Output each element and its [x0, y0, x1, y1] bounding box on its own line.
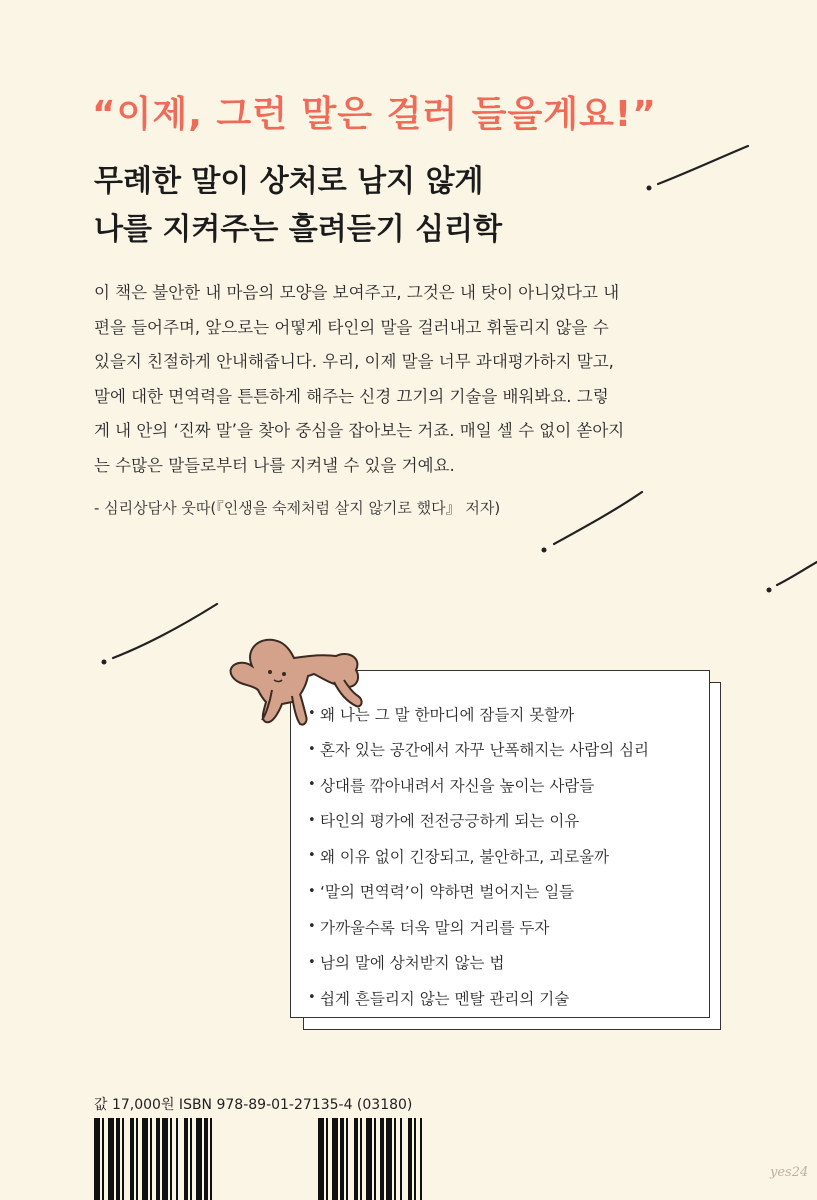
description-line: 는 수많은 말들로부터 나를 지켜낼 수 있을 거예요. [94, 455, 455, 475]
list-item-text: 왜 나는 그 말 한마디에 잠들지 못할까 [320, 705, 575, 724]
decorative-dash-4 [99, 600, 221, 670]
contents-list [308, 696, 649, 1016]
list-item-text: 남의 말에 상처받지 않는 법 [320, 954, 505, 973]
list-item-text: 상대를 깎아내려서 자신을 높이는 사람들 [320, 776, 595, 795]
headline-quote: “이제, 그런 말은 걸러 들을게요!” [92, 94, 657, 135]
description-line: 말에 대한 면역력을 튼튼하게 해주는 신경 끄기의 기술을 배워봐요. 그렇 [94, 386, 609, 406]
list-item [308, 909, 649, 945]
subtitle-line-2: 나를 지켜주는 흘려듣기 심리학 [94, 212, 503, 247]
attribution: - 심리상담사 웃따(『인생을 숙제처럼 살지 않기로 했다』 저자) [94, 499, 501, 517]
subtitle-line-1: 무례한 말이 상처로 남지 않게 [94, 164, 484, 199]
bullet-icon: • [308, 954, 316, 970]
description-line: 있을지 친절하게 안내해줍니다. 우리, 이제 말을 너무 과대평가하지 말고, [94, 352, 614, 371]
list-item [308, 874, 649, 910]
list-item [308, 838, 649, 874]
list-item-text: 타인의 평가에 전전긍긍하게 되는 이유 [320, 812, 580, 831]
list-item-text: 가까울수록 더욱 말의 거리를 두자 [320, 918, 550, 937]
list-item-text: 왜 이유 없이 긴장되고, 불안하고, 괴로울까 [320, 847, 610, 866]
price-isbn: 값 17,000원 ISBN 978-89-01-27135-4 (03180) [94, 1097, 413, 1113]
bullet-icon: • [308, 990, 316, 1006]
description-line: 편을 들어주며, 앞으로는 어떻게 타인의 말을 걸러내고 휘둘리지 않을 수 [94, 317, 609, 337]
description-paragraph [94, 276, 734, 483]
bullet-icon: • [308, 741, 316, 757]
watermark: yes24 [770, 1165, 809, 1180]
bullet-icon: • [308, 848, 316, 864]
list-item-text: 혼자 있는 공간에서 자꾸 난폭해지는 사람의 심리 [320, 741, 650, 760]
subtitle [94, 158, 502, 254]
decorative-dash-3 [763, 556, 817, 598]
list-item [308, 696, 649, 732]
decorative-dash-2 [538, 488, 648, 558]
decorative-dash-1 [644, 142, 754, 196]
list-item [308, 803, 649, 839]
bullet-icon: • [308, 777, 316, 793]
description-line: 이 책은 불안한 내 마음의 모양을 보여주고, 그것은 내 탓이 아니었다고 내 [94, 283, 620, 302]
bullet-icon: • [308, 883, 316, 899]
bullet-icon: • [308, 812, 316, 828]
list-item-text: ‘말의 면역력’이 약하면 벌어지는 일들 [320, 883, 575, 902]
list-item [308, 767, 649, 803]
bullet-icon: • [308, 706, 316, 722]
list-item [308, 980, 649, 1016]
barcode-icon [94, 1118, 424, 1200]
list-item [308, 945, 649, 981]
bullet-icon: • [308, 919, 316, 935]
list-item [308, 732, 649, 768]
description-line: 게 내 안의 ‘진짜 말’을 찾아 중심을 잡아보는 거죠. 매일 셀 수 없이 쏟아지 [94, 421, 625, 440]
list-item-text: 쉽게 흔들리지 않는 멘탈 관리의 기술 [320, 989, 570, 1008]
